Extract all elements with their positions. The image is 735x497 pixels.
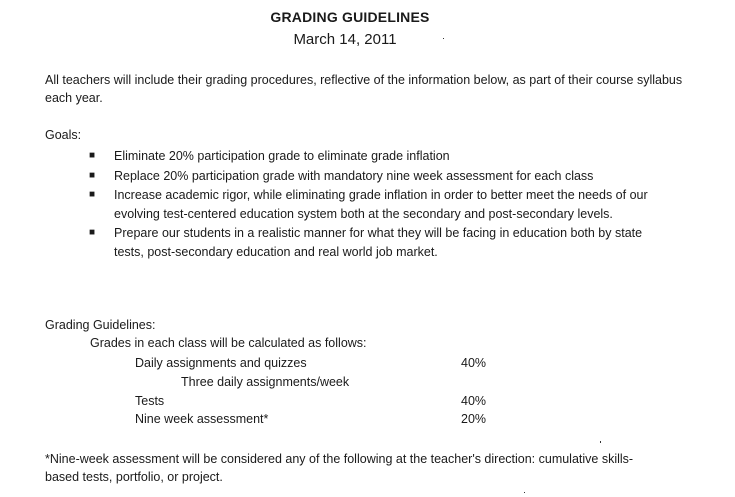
goal-text: Replace 20% participation grade with mandatory nine week assessment for each class <box>114 168 594 183</box>
grade-row-percent: 40% <box>461 356 487 370</box>
list-item <box>0 224 654 261</box>
grades-intro: Grades in each class will be calculated as follows: <box>90 336 367 350</box>
goal-text: Increase academic rigor, while eliminating grade inflation in order to better meet the needs of our evolving test-centered education system both at the secondary and post-secondary levels. <box>114 188 648 221</box>
grade-row-label: Daily assignments and quizzes <box>135 356 307 370</box>
list-item <box>0 167 654 186</box>
daily-sub-note: Three daily assignments/week <box>181 375 350 389</box>
goal-text: Eliminate 20% participation grade to eliminate grade inflation <box>114 149 450 163</box>
intro-paragraph: All teachers will include their grading procedures, reflective of the information below, as part of their course syllabus each year. <box>45 73 683 105</box>
bullet-icon: ■ <box>89 150 96 161</box>
grade-row-label: Nine week assessment* <box>135 412 269 426</box>
list-item <box>0 186 654 223</box>
grade-row-percent: 20% <box>461 412 487 426</box>
document-title: GRADING GUIDELINES <box>270 9 430 25</box>
bullet-icon: ■ <box>89 169 96 181</box>
goals-list <box>0 147 735 262</box>
list-item <box>0 147 654 166</box>
grade-row-label: Tests <box>135 394 165 408</box>
goals-heading: Goals: <box>45 128 82 142</box>
bullet-icon: ■ <box>89 227 96 238</box>
footnote: *Nine-week assessment will be considered any of the following at the teacher's direction: cumulative skills-based tests, portfolio, or project. <box>45 452 634 484</box>
scan-speck <box>443 38 444 39</box>
goal-text: Prepare our students in a realistic manner for what they will be facing in education both by state tests, post-secondary education and real world job market. <box>114 226 643 259</box>
document-date: March 14, 2011 <box>293 31 397 48</box>
scan-speck <box>600 441 601 443</box>
scan-speck <box>524 492 525 493</box>
grade-row-percent: 40% <box>461 394 487 408</box>
bullet-icon: ■ <box>89 189 96 200</box>
grading-heading: Grading Guidelines: <box>45 318 156 332</box>
